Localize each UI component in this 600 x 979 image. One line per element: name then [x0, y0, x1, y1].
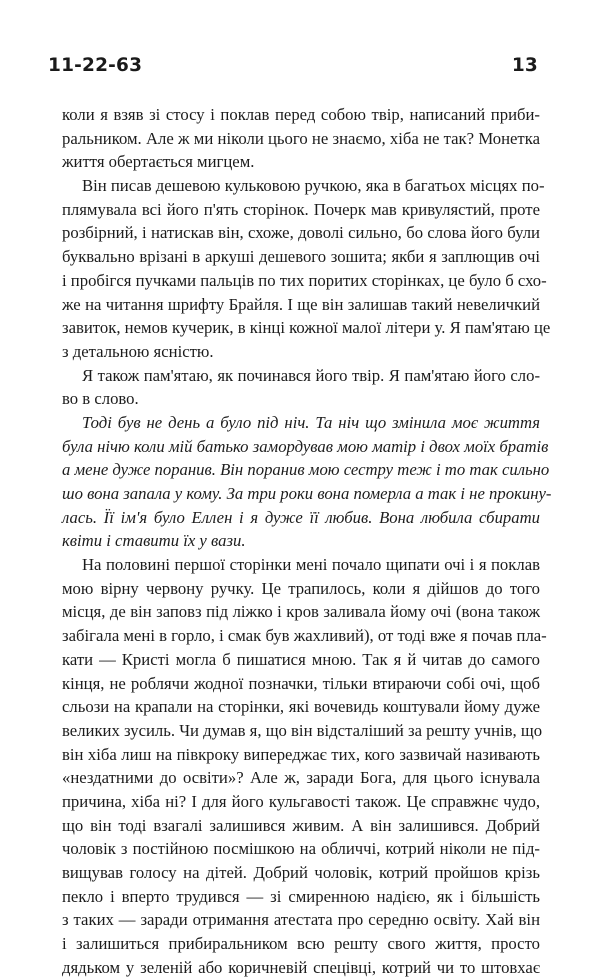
- text-line: же на читання шрифту Брайля. І ще він залишав такий невеличкий: [62, 294, 540, 314]
- text-line: сльози на крапали на сторінки, які вочевидь коштували йому дуже: [62, 697, 540, 717]
- text-line: з детальною ясністю.: [62, 341, 214, 361]
- text-line: буквально врізані в аркуші дешевого зошита; якби я заплющив очі: [62, 247, 540, 267]
- text-line: він хіба лиш на півкроку випереджає тих, кого зазвичай називають: [62, 744, 540, 764]
- text-line: великих зусиль. Чи думав я, що він відсталіший за решту учнів, що: [62, 720, 543, 740]
- text-line: завиток, немов кучерик, в кінці кожної малої літери у. Я пам'ятаю це: [62, 318, 551, 338]
- text-line: причина, хіба ні? І для його кульгавості також. Це справжнє чудо,: [62, 791, 540, 811]
- text-line: плямувала всі його п'ять сторінок. Почерк мав кривулястий, проте: [62, 199, 540, 219]
- book-title: 11-22-63: [48, 54, 143, 76]
- text-line: і залишиться прибиральником всю решту свого життя, просто: [62, 934, 540, 954]
- text-line: пекло і вперто трудився — зі смиренною надією, як і більшість: [62, 886, 540, 906]
- text-line: чоловік з постійною посмішкою на обличчі, котрий ніколи не під-: [62, 839, 540, 859]
- text-line: була нічю коли мій батько замордував мою матір і двох моїх братів: [62, 436, 549, 456]
- text-line: во в слово.: [62, 389, 139, 409]
- page-number: 13: [511, 54, 538, 76]
- text-line: а мене дуже поранив. Він поранив мою сестру теж і то так сильно: [62, 460, 550, 480]
- text-line: На половині першої сторінки мені почало щипати очі і я поклав: [82, 555, 540, 575]
- text-line: розбірний, і натискав він, схоже, доволі сильно, бо слова його були: [62, 223, 540, 243]
- text-line: шо вона запала у кому. За три роки вона померла а так і не прокину-: [62, 484, 552, 503]
- text-line: вищував голосу на дітей. Добрий чоловік, котрий пройшов крізь: [62, 863, 540, 882]
- running-header: [48, 50, 538, 80]
- text-line: «нездатними до освіти»? Але ж, заради Бога, для цього існувала: [62, 768, 540, 788]
- text-line: з таких — заради отримання атестата про середню освіту. Хай він: [62, 910, 540, 930]
- body-text: [62, 103, 552, 979]
- text-line: Тоді був не день а було під ніч. Та ніч що змінила моє життя: [82, 412, 540, 432]
- text-line: мою вірну червону ручку. Це трапилось, коли я дійшов до того: [62, 578, 540, 598]
- text-line: квіти і ставити їх у вази.: [62, 531, 246, 551]
- text-line: Я також пам'ятаю, як починався його твір. Я пам'ятаю його сло-: [82, 365, 540, 385]
- text-line: життя обертається мигцем.: [62, 152, 255, 172]
- text-line: дядьком у зеленій або коричневій спецівці, котрий чи то штовхає: [62, 957, 540, 977]
- text-line: і пробігся пучками пальців по тих поритих сторінках, це було б схо-: [62, 270, 547, 290]
- text-line: місця, де він заповз під ліжко і кров заливала йому очі (вона також: [62, 602, 540, 622]
- text-line: забігала мені в горло, і смак був жахливий), от тоді вже я почав пла-: [62, 626, 547, 646]
- text-line: кати — Кристі могла б пишатися мною. Так я й читав до самого: [62, 649, 540, 669]
- text-line: кінця, не роблячи жодної позначки, тільки втираючи собі очі, щоб: [62, 673, 540, 693]
- text-line: лась. Її ім'я було Еллен і я дуже її любив. Вона любила сбирати: [62, 507, 540, 527]
- text-line: Він писав дешевою кульковою ручкою, яка в багатьох місцях по-: [82, 176, 545, 196]
- text-line: коли я взяв зі стосу і поклав перед собою твір, написаний приби-: [62, 105, 540, 124]
- text-line: ральником. Але ж ми ніколи цього не знаємо, хіба не так? Монетка: [62, 128, 540, 148]
- text-line: що він тоді взагалі залишився живим. А він залишився. Добрий: [62, 815, 540, 835]
